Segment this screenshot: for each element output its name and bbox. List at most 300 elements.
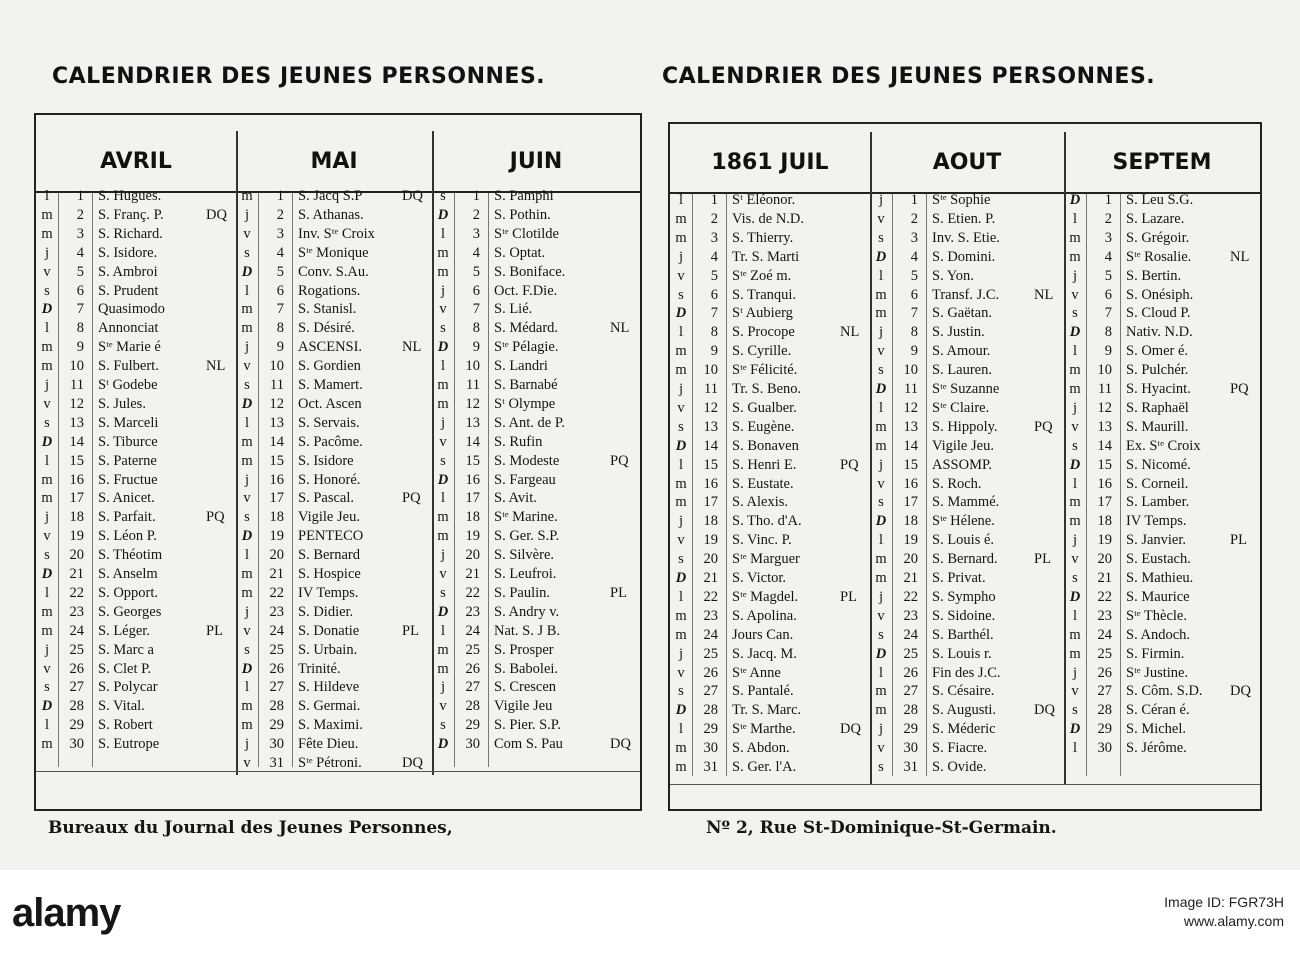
weekday-letter: l bbox=[440, 358, 446, 375]
day-number: 14 bbox=[1097, 437, 1112, 454]
saint-name: S. Tranqui. bbox=[732, 286, 797, 303]
day-row bbox=[1064, 682, 1260, 701]
day-row bbox=[1064, 626, 1260, 645]
day-number: 31 bbox=[903, 759, 918, 775]
saint-name: S. Avit. bbox=[494, 490, 537, 507]
day-row bbox=[670, 701, 870, 720]
day-row bbox=[870, 323, 1064, 342]
saint-name: Tr. S. Marc. bbox=[732, 702, 802, 719]
day-number: 7 bbox=[76, 301, 84, 318]
day-number: 19 bbox=[69, 528, 84, 545]
weekday-letter: m bbox=[875, 286, 887, 303]
day-number: 18 bbox=[903, 513, 918, 530]
weekday-letter: m bbox=[437, 660, 449, 677]
saint-name: S. Ant. de P. bbox=[494, 414, 565, 431]
saint-name: S. Désiré. bbox=[298, 320, 355, 337]
saint-name: Ex. Sᵗᵉ Croix bbox=[1126, 437, 1201, 454]
moon-phase: PL bbox=[402, 622, 419, 639]
day-number: 6 bbox=[472, 282, 480, 299]
weekday-letter: v bbox=[439, 698, 447, 715]
saint-name: S. Barnabé bbox=[494, 377, 558, 393]
day-row bbox=[432, 584, 640, 603]
day-number: 1 bbox=[276, 188, 284, 204]
day-number: 22 bbox=[703, 588, 718, 605]
saint-name: S. Eustach. bbox=[1126, 551, 1191, 568]
day-number: 6 bbox=[76, 282, 84, 299]
saint-name: S. Richard. bbox=[98, 225, 163, 242]
saint-name: S. Opport. bbox=[98, 584, 159, 601]
saint-name: Sᵗ Olympe bbox=[494, 395, 556, 412]
day-number: 11 bbox=[466, 377, 480, 393]
weekday-letter: s bbox=[1072, 305, 1078, 322]
weekday-letter: m bbox=[675, 740, 687, 757]
saint-name: Sᵗᵉ Claire. bbox=[932, 399, 990, 416]
saint-name: Oct. Ascen bbox=[298, 395, 362, 412]
weekday-letter: m bbox=[675, 475, 687, 492]
day-number: 21 bbox=[69, 566, 84, 582]
day-number: 24 bbox=[69, 622, 84, 639]
day-number: 6 bbox=[1104, 286, 1112, 303]
day-row bbox=[1064, 380, 1260, 399]
day-number: 8 bbox=[1104, 324, 1112, 341]
saint-name: S. Raphaël bbox=[1126, 399, 1189, 416]
saint-name: Sᵗᵉ Hélene. bbox=[932, 513, 995, 530]
day-row bbox=[36, 395, 236, 414]
day-row bbox=[236, 471, 432, 490]
day-row bbox=[670, 323, 870, 342]
weekday-letter: j bbox=[878, 588, 884, 605]
saint-name: S. Janvier. bbox=[1126, 532, 1187, 549]
day-row bbox=[1064, 361, 1260, 380]
day-number: 16 bbox=[465, 471, 480, 488]
saint-name: S. Jacq S.P bbox=[298, 188, 363, 204]
alamy-logo: alamy bbox=[12, 891, 121, 935]
day-number: 25 bbox=[703, 645, 718, 662]
day-row bbox=[670, 739, 870, 758]
day-number: 17 bbox=[703, 494, 718, 511]
weekday-letter: D bbox=[875, 248, 887, 265]
day-row bbox=[236, 622, 432, 641]
day-number: 3 bbox=[276, 225, 284, 242]
saint-name: Vigile Jeu. bbox=[932, 437, 994, 454]
saint-name: S. Roch. bbox=[932, 475, 982, 492]
right-title: CALENDRIER DES JEUNES PERSONNES. bbox=[662, 64, 1156, 89]
saint-name: Sᵗᵉ Suzanne bbox=[932, 381, 1000, 397]
day-row bbox=[432, 357, 640, 376]
day-row bbox=[1064, 323, 1260, 342]
saint-name: S. Fargeau bbox=[494, 471, 556, 488]
weekday-letter: D bbox=[875, 513, 887, 530]
day-number: 28 bbox=[465, 698, 480, 715]
day-number: 20 bbox=[269, 547, 284, 564]
saint-name: S. Louis r. bbox=[932, 645, 992, 662]
day-row bbox=[236, 244, 432, 263]
day-row bbox=[870, 569, 1064, 588]
weekday-letter: D bbox=[241, 395, 253, 412]
saint-name: S. Hugues. bbox=[98, 188, 162, 204]
weekday-letter: v bbox=[877, 475, 885, 492]
day-number: 23 bbox=[1097, 607, 1112, 624]
day-number: 12 bbox=[903, 399, 918, 416]
moon-phase: PQ bbox=[1230, 381, 1249, 397]
weekday-letter: m bbox=[241, 188, 253, 204]
day-row bbox=[432, 300, 640, 319]
weekday-letter: s bbox=[1072, 437, 1078, 454]
weekday-letter: j bbox=[878, 721, 884, 738]
day-number: 15 bbox=[69, 452, 84, 469]
day-number: 1 bbox=[710, 192, 718, 208]
weekday-letter: s bbox=[1072, 570, 1078, 586]
saint-name: S. Donatie bbox=[298, 622, 360, 639]
moon-phase: PQ bbox=[610, 452, 629, 469]
day-number: 25 bbox=[69, 641, 84, 658]
weekday-letter: s bbox=[878, 229, 884, 246]
saint-name: S. Nicomé. bbox=[1126, 456, 1191, 473]
weekday-letter: j bbox=[44, 377, 50, 393]
saint-name: S. Lauren. bbox=[932, 362, 992, 379]
saint-name: S. Hyacint. bbox=[1126, 381, 1191, 397]
day-number: 21 bbox=[703, 570, 718, 586]
day-row bbox=[432, 622, 640, 641]
weekday-letter: D bbox=[1069, 721, 1081, 738]
day-row bbox=[1064, 645, 1260, 664]
day-number: 16 bbox=[703, 475, 718, 492]
day-row bbox=[36, 414, 236, 433]
weekday-letter: m bbox=[437, 509, 449, 526]
day-row bbox=[36, 546, 236, 565]
saint-name: ASSOMP. bbox=[932, 456, 993, 473]
saint-name: PENTECO bbox=[298, 528, 364, 545]
saint-name: S. Eugène. bbox=[732, 418, 795, 435]
day-number: 11 bbox=[70, 377, 84, 393]
day-row bbox=[36, 357, 236, 376]
day-row bbox=[670, 304, 870, 323]
saint-name: S. Lié. bbox=[494, 301, 533, 318]
day-row bbox=[36, 282, 236, 301]
weekday-letter: j bbox=[440, 679, 446, 696]
saint-name: S. Prudent bbox=[98, 282, 159, 299]
day-number: 5 bbox=[910, 267, 918, 284]
day-row bbox=[670, 720, 870, 739]
day-number: 9 bbox=[910, 343, 918, 360]
day-number: 2 bbox=[1104, 210, 1112, 227]
day-row bbox=[670, 380, 870, 399]
weekday-letter: j bbox=[244, 339, 250, 356]
day-number: 6 bbox=[710, 286, 718, 303]
weekday-letter: s bbox=[440, 584, 446, 601]
day-row bbox=[36, 603, 236, 622]
weekday-letter: l bbox=[440, 490, 446, 507]
saint-name: Sᵗᵉ Pétroni. bbox=[298, 755, 362, 771]
saint-name: Sᵗᵉ Thècle. bbox=[1126, 607, 1187, 624]
saint-name: Tr. S. Marti bbox=[732, 248, 800, 265]
weekday-letter: l bbox=[678, 456, 684, 473]
weekday-letter: m bbox=[41, 736, 53, 753]
weekday-letter: m bbox=[41, 206, 53, 223]
day-row bbox=[236, 641, 432, 660]
weekday-letter: s bbox=[878, 494, 884, 511]
weekday-letter: j bbox=[244, 206, 250, 223]
day-row bbox=[1064, 456, 1260, 475]
weekday-letter: m bbox=[241, 452, 253, 469]
saint-name: S. Anselm bbox=[98, 566, 158, 582]
day-row bbox=[36, 187, 236, 206]
day-row bbox=[1064, 512, 1260, 531]
saint-name: S. Pulchér. bbox=[1126, 362, 1189, 379]
day-number: 25 bbox=[269, 641, 284, 658]
saint-name: S. Ovide. bbox=[932, 759, 987, 775]
weekday-letter: m bbox=[437, 263, 449, 280]
weekday-letter: D bbox=[675, 702, 687, 719]
saint-name: S. Fulbert. bbox=[98, 358, 159, 375]
day-row bbox=[870, 418, 1064, 437]
day-row bbox=[870, 607, 1064, 626]
weekday-letter: m bbox=[1069, 229, 1081, 246]
day-number: 27 bbox=[903, 683, 918, 700]
saint-name: S. Crescen bbox=[494, 679, 557, 696]
day-row bbox=[432, 508, 640, 527]
saint-name: S. Fructue bbox=[98, 471, 158, 488]
day-row bbox=[236, 697, 432, 716]
day-row bbox=[870, 720, 1064, 739]
day-row bbox=[870, 286, 1064, 305]
day-number: 16 bbox=[1097, 475, 1112, 492]
saint-name: Rogations. bbox=[298, 282, 361, 299]
day-row bbox=[670, 342, 870, 361]
saint-name: S. Méderic bbox=[932, 721, 996, 738]
saint-name: Sᵗᵉ Clotilde bbox=[494, 225, 559, 242]
day-row bbox=[432, 603, 640, 622]
day-number: 23 bbox=[465, 603, 480, 620]
day-number: 23 bbox=[903, 607, 918, 624]
day-number: 10 bbox=[269, 358, 284, 375]
weekday-letter: m bbox=[437, 244, 449, 261]
saint-name: Vis. de N.D. bbox=[732, 210, 805, 227]
day-number: 15 bbox=[703, 456, 718, 473]
day-row bbox=[432, 641, 640, 660]
weekday-letter: m bbox=[875, 418, 887, 435]
saint-name: S. Bernard bbox=[298, 547, 361, 564]
saint-name: S. Sympho bbox=[932, 588, 996, 605]
day-number: 31 bbox=[269, 755, 284, 771]
day-row bbox=[36, 735, 236, 754]
day-number: 11 bbox=[270, 377, 284, 393]
saint-name: S. Pothin. bbox=[494, 206, 551, 223]
month-name: JUIN bbox=[509, 148, 563, 174]
day-number: 2 bbox=[472, 206, 480, 223]
moon-phase: DQ bbox=[402, 188, 423, 204]
weekday-letter: j bbox=[678, 513, 684, 530]
day-number: 31 bbox=[703, 759, 718, 775]
day-number: 29 bbox=[1097, 721, 1112, 738]
moon-phase: NL bbox=[610, 320, 630, 337]
weekday-letter: j bbox=[1072, 664, 1078, 681]
weekday-letter: m bbox=[1069, 381, 1081, 397]
day-row bbox=[36, 471, 236, 490]
weekday-letter: s bbox=[878, 759, 884, 775]
moon-phase: DQ bbox=[1034, 702, 1055, 719]
weekday-letter: m bbox=[675, 229, 687, 246]
saint-name: Transf. J.C. bbox=[932, 286, 1000, 303]
saint-name: S. Leu S.G. bbox=[1126, 192, 1194, 208]
day-number: 24 bbox=[903, 626, 918, 643]
weekday-letter: D bbox=[41, 301, 53, 318]
weekday-letter: D bbox=[675, 570, 687, 586]
day-row bbox=[1064, 701, 1260, 720]
saint-name: S. Franç. P. bbox=[98, 206, 164, 223]
weekday-letter: D bbox=[41, 433, 53, 450]
saint-name: Quasimodo bbox=[98, 301, 165, 318]
saint-name: S. Henri E. bbox=[732, 456, 797, 473]
moon-phase: NL bbox=[840, 324, 860, 341]
day-row bbox=[670, 286, 870, 305]
saint-name: Sᵗᵉ Pélagie. bbox=[494, 339, 559, 356]
day-number: 3 bbox=[76, 225, 84, 242]
saint-name: S. Amour. bbox=[932, 343, 991, 360]
day-row bbox=[1064, 437, 1260, 456]
footer-left: Bureaux du Journal des Jeunes Personnes, bbox=[48, 818, 453, 838]
weekday-letter: j bbox=[244, 736, 250, 753]
day-row bbox=[670, 645, 870, 664]
saint-name: S. Gordien bbox=[298, 358, 361, 375]
day-row bbox=[236, 225, 432, 244]
saint-name: ASCENSI. bbox=[298, 339, 363, 356]
day-number: 30 bbox=[465, 736, 480, 753]
weekday-letter: j bbox=[878, 192, 884, 208]
weekday-letter: l bbox=[678, 588, 684, 605]
day-number: 13 bbox=[69, 414, 84, 431]
weekday-letter: m bbox=[241, 320, 253, 337]
weekday-letter: m bbox=[241, 717, 253, 734]
day-number: 22 bbox=[269, 584, 284, 601]
day-row bbox=[236, 433, 432, 452]
day-row bbox=[36, 489, 236, 508]
day-row bbox=[36, 263, 236, 282]
right-calendar-panel bbox=[668, 122, 1262, 811]
weekday-letter: l bbox=[244, 282, 250, 299]
saint-name: S. Landri bbox=[494, 358, 548, 375]
day-row bbox=[670, 399, 870, 418]
day-row bbox=[670, 191, 870, 210]
saint-name: S. Louis é. bbox=[932, 532, 995, 549]
weekday-letter: v bbox=[243, 490, 251, 507]
weekday-letter: m bbox=[41, 490, 53, 507]
day-number: 17 bbox=[465, 490, 480, 507]
weekday-letter: D bbox=[241, 660, 253, 677]
saint-name: S. Maurice bbox=[1126, 588, 1190, 605]
moon-phase: DQ bbox=[840, 721, 861, 738]
day-row bbox=[1064, 550, 1260, 569]
saint-name: IV Temps. bbox=[1126, 513, 1187, 530]
day-row bbox=[870, 380, 1064, 399]
saint-name: S. Didier. bbox=[298, 603, 354, 620]
weekday-letter: v bbox=[43, 263, 51, 280]
day-row bbox=[670, 456, 870, 475]
day-number: 22 bbox=[465, 584, 480, 601]
day-number: 13 bbox=[903, 418, 918, 435]
day-row bbox=[1064, 531, 1260, 550]
moon-phase: PL bbox=[840, 588, 857, 605]
moon-phase: PQ bbox=[1034, 418, 1053, 435]
day-number: 2 bbox=[276, 206, 284, 223]
weekday-letter: m bbox=[675, 607, 687, 624]
day-number: 8 bbox=[910, 324, 918, 341]
day-number: 21 bbox=[903, 570, 918, 586]
moon-phase: NL bbox=[1230, 248, 1250, 265]
day-row bbox=[670, 267, 870, 286]
day-row bbox=[670, 664, 870, 683]
day-number: 17 bbox=[903, 494, 918, 511]
moon-phase: PL bbox=[206, 622, 223, 639]
weekday-letter: v bbox=[877, 343, 885, 360]
day-row bbox=[870, 399, 1064, 418]
weekday-letter: l bbox=[1072, 343, 1078, 360]
day-row bbox=[870, 493, 1064, 512]
day-row bbox=[870, 512, 1064, 531]
day-row bbox=[870, 437, 1064, 456]
weekday-letter: m bbox=[241, 301, 253, 318]
day-row bbox=[236, 660, 432, 679]
day-number: 19 bbox=[703, 532, 718, 549]
day-number: 21 bbox=[269, 566, 284, 582]
day-number: 20 bbox=[1097, 551, 1112, 568]
weekday-letter: m bbox=[41, 471, 53, 488]
moon-phase: PQ bbox=[402, 490, 421, 507]
saint-name: Nat. S. J B. bbox=[494, 622, 561, 639]
saint-name: S. Ger. S.P. bbox=[494, 528, 560, 545]
weekday-letter: D bbox=[1069, 324, 1081, 341]
day-row bbox=[432, 716, 640, 735]
day-row bbox=[432, 319, 640, 338]
day-number: 4 bbox=[1104, 248, 1112, 265]
weekday-letter: j bbox=[440, 547, 446, 564]
saint-name: S. Augusti. bbox=[932, 702, 997, 719]
weekday-letter: l bbox=[678, 192, 684, 208]
day-row bbox=[1064, 210, 1260, 229]
saint-name: S. Honoré. bbox=[298, 471, 361, 488]
moon-phase: PL bbox=[610, 584, 627, 601]
saint-name: S. Hospice bbox=[298, 566, 361, 582]
weekday-letter: m bbox=[1069, 362, 1081, 379]
weekday-letter: m bbox=[1069, 494, 1081, 511]
weekday-letter: m bbox=[675, 626, 687, 643]
day-number: 9 bbox=[76, 339, 84, 356]
weekday-letter: m bbox=[675, 759, 687, 775]
saint-name: Sᵗᵉ Marthe. bbox=[732, 721, 796, 738]
day-number: 1 bbox=[1104, 192, 1112, 208]
saint-name: Com S. Pau bbox=[494, 736, 563, 753]
day-number: 18 bbox=[269, 509, 284, 526]
saint-name: Nativ. N.D. bbox=[1126, 324, 1193, 341]
day-row bbox=[670, 588, 870, 607]
day-row bbox=[236, 735, 432, 754]
day-number: 23 bbox=[69, 603, 84, 620]
day-row bbox=[670, 607, 870, 626]
day-number: 8 bbox=[276, 320, 284, 337]
day-row bbox=[236, 414, 432, 433]
day-row bbox=[432, 395, 640, 414]
weekday-letter: l bbox=[440, 225, 446, 242]
day-number: 22 bbox=[903, 588, 918, 605]
day-number: 12 bbox=[465, 395, 480, 412]
weekday-letter: m bbox=[875, 305, 887, 322]
day-row bbox=[870, 229, 1064, 248]
weekday-letter: v bbox=[877, 607, 885, 624]
day-row bbox=[432, 565, 640, 584]
weekday-letter: s bbox=[244, 641, 250, 658]
saint-name: S. Germai. bbox=[298, 698, 361, 715]
weekday-letter: m bbox=[437, 395, 449, 412]
